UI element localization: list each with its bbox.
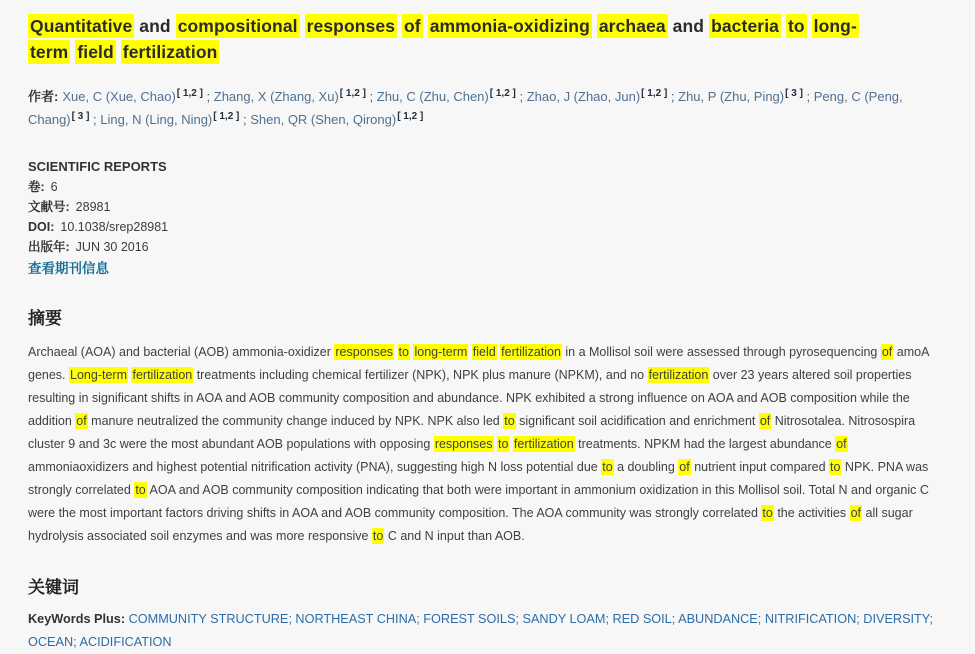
- volume-row: [28, 177, 947, 197]
- author-link[interactable]: Xue, C (Xue, Chao): [62, 89, 176, 104]
- author-link[interactable]: Ling, N (Ling, Ning): [100, 112, 213, 127]
- keyword-link[interactable]: COMMUNITY STRUCTURE: [128, 612, 289, 626]
- author-link[interactable]: Zhao, J (Zhao, Jun): [526, 89, 641, 104]
- keyword-separator: ;: [929, 612, 933, 626]
- journal-name: SCIENTIFIC REPORTS: [28, 159, 167, 174]
- doi-row: [28, 217, 947, 237]
- highlighted-term: archaea: [598, 16, 666, 36]
- highlighted-term: of: [404, 16, 421, 36]
- keywords-list: [28, 612, 933, 649]
- author-link[interactable]: Peng, C (Peng, Chang): [28, 89, 903, 127]
- article-title: [28, 13, 947, 65]
- keyword-separator: ;: [515, 612, 523, 626]
- highlighted-term: field: [472, 345, 496, 359]
- author-link[interactable]: Zhu, P (Zhu, Ping): [678, 89, 785, 104]
- article-title-line2: [28, 39, 947, 65]
- keyword-link[interactable]: NITRIFICATION: [764, 612, 857, 626]
- keywords-plus-label: KeyWords Plus:: [28, 612, 126, 626]
- highlighted-term: compositional: [177, 16, 298, 36]
- highlighted-term: to: [602, 460, 613, 474]
- highlighted-term: long-term: [414, 345, 468, 359]
- abstract-text: Archaeal (AOA) and bacterial (AOB) ammonia-oxidizer responses to long-term field fertilization in a Mollisol soil were assessed through pyrosequencing of amoA genes. Long-term fertilization treatments including chemical fertilizer (NPK), NPK plus manure (NPKM), and no fertilization over 23 years altered soil properties resulting in significant shifts in AOA and AOB community composition and abundance. NPK exhibited a strong influence on AOA and AOB composition while the addition of manure neutralized the community change induced by NPK. NPK also led to significant soil acidification and enrichment of Nitrosotalea. Nitrosospira cluster 9 and 3c were the most abundant AOB populations with opposing responses to fertilization treatments. NPKM had the largest abundance of ammoniaoxidizers and highest potential nitrification activity (PNA), suggesting high N loss potential due to a doubling of nutrient input compared to NPK. PNA was strongly correlated to AOA and AOB community composition indicating that both were important in ammonium oxidization in this Mollisol soil. Total N and organic C were the most important factors driving shifts in AOA and AOB community composition. The AOA community was strongly correlated to the activities of all sugar hydrolysis associated soil enzymes and was more responsive to C and N input than AOB.: [28, 345, 929, 543]
- keyword-separator: ;: [671, 612, 679, 626]
- highlighted-term: to: [830, 460, 841, 474]
- author-affiliation-superscript: [ 1,2 ]: [397, 110, 424, 122]
- keyword-link[interactable]: FOREST SOILS: [423, 612, 516, 626]
- highlighted-term: to: [787, 16, 805, 36]
- highlighted-term: of: [679, 460, 690, 474]
- author-link[interactable]: Zhu, C (Zhu, Chen): [376, 89, 489, 104]
- keyword-separator: ;: [73, 635, 80, 649]
- highlighted-term: to: [504, 414, 515, 428]
- highlighted-term: term: [30, 42, 69, 62]
- keywords-heading: 关键词: [28, 578, 79, 597]
- author-link[interactable]: Shen, QR (Shen, Qirong): [250, 112, 397, 127]
- highlighted-term: fertilization: [501, 345, 561, 359]
- author-affiliation-superscript: [ 1,2 ]: [641, 87, 668, 99]
- keyword-link[interactable]: ABUNDANCE: [678, 612, 758, 626]
- highlighted-term: of: [850, 506, 862, 520]
- author-affiliation-superscript: [ 1,2 ]: [176, 87, 203, 99]
- article-title-line1: Quantitative and compositional responses of ammonia-oxidizing archaea and bacteria to long-: [30, 16, 857, 36]
- keyword-link[interactable]: OCEAN: [28, 635, 74, 649]
- keyword-separator: ;: [288, 612, 296, 626]
- keyword-link[interactable]: NORTHEAST CHINA: [295, 612, 417, 626]
- article-number-value: 28981: [75, 200, 111, 214]
- highlighted-term: fertilization: [648, 368, 709, 382]
- highlighted-term: to: [135, 483, 146, 497]
- author-affiliation-superscript: [ 3 ]: [71, 110, 90, 122]
- highlighted-term: to: [372, 529, 384, 543]
- author-affiliation-superscript: [ 1,2 ]: [213, 110, 240, 122]
- article-number-label: 文献号:: [28, 200, 70, 214]
- highlighted-term: Long-term: [70, 368, 127, 382]
- keyword-separator: ;: [856, 612, 864, 626]
- author-affiliation-superscript: [ 1,2 ]: [339, 87, 366, 99]
- highlighted-term: responses: [335, 345, 394, 359]
- highlighted-term: responses: [306, 16, 396, 36]
- highlighted-term: ammonia-oxidizing: [429, 16, 590, 36]
- highlighted-term: to: [762, 506, 773, 520]
- highlighted-term: fertilization: [122, 42, 218, 62]
- highlighted-term: of: [759, 414, 771, 428]
- author-affiliation-superscript: [ 3 ]: [785, 87, 803, 99]
- doi-value: 10.1038/srep28981: [60, 220, 169, 234]
- highlighted-term: responses: [434, 437, 493, 451]
- author-link[interactable]: Zhang, X (Zhang, Xu): [213, 89, 339, 104]
- keyword-link[interactable]: RED SOIL: [612, 612, 672, 626]
- highlighted-term: to: [497, 437, 509, 451]
- volume-value: 6: [50, 180, 58, 194]
- view-journal-info-link[interactable]: 查看期刊信息: [28, 261, 109, 276]
- pub-year-row: [28, 237, 947, 257]
- authors-list: Xue, C (Xue, Chao)[ 1,2 ] ; Zhang, X (Zhang, Xu)[ 1,2 ] ; Zhu, C (Zhu, Chen)[ 1,2 ] ; Zhao, J (Zhao, Jun)[ 1,2 ] ; Zhu, P (Zhu, Ping)[ 3 ] ; Peng, C (Peng, Chang)[ 3 ] ; Ling, N (Ling, Ning)[ 1,2 ] ; Shen, QR (Shen, Qirong)[ 1,2 ]: [28, 87, 903, 127]
- highlighted-term: Quantitative: [30, 16, 133, 36]
- pub-year-value: JUN 30 2016: [75, 240, 149, 254]
- doi-label: DOI:: [28, 220, 55, 234]
- journal-metadata: [28, 157, 947, 279]
- authors-label: 作者:: [28, 89, 59, 104]
- authors-block: [28, 85, 948, 131]
- keyword-separator: ;: [605, 612, 613, 626]
- highlighted-term: fertilization: [132, 368, 193, 382]
- keywords-plus-block: [28, 608, 946, 654]
- keyword-link[interactable]: ACIDIFICATION: [79, 635, 172, 649]
- highlighted-term: field: [77, 42, 114, 62]
- highlighted-term: to: [398, 345, 409, 359]
- highlighted-term: of: [836, 437, 847, 451]
- pub-year-label: 出版年:: [28, 240, 70, 254]
- keyword-link[interactable]: SANDY LOAM: [522, 612, 606, 626]
- keyword-separator: ;: [757, 612, 765, 626]
- author-affiliation-superscript: [ 1,2 ]: [489, 87, 516, 99]
- keyword-separator: ;: [416, 612, 424, 626]
- keyword-link[interactable]: DIVERSITY: [863, 612, 930, 626]
- highlighted-term: of: [881, 345, 893, 359]
- volume-label: 卷:: [28, 180, 45, 194]
- highlighted-term: bacteria: [711, 16, 779, 36]
- highlighted-term: long-: [813, 16, 857, 36]
- article-number-row: [28, 197, 947, 217]
- highlighted-term: of: [76, 414, 87, 428]
- highlighted-term: fertilization: [513, 437, 574, 451]
- abstract-heading: 摘要: [28, 309, 62, 328]
